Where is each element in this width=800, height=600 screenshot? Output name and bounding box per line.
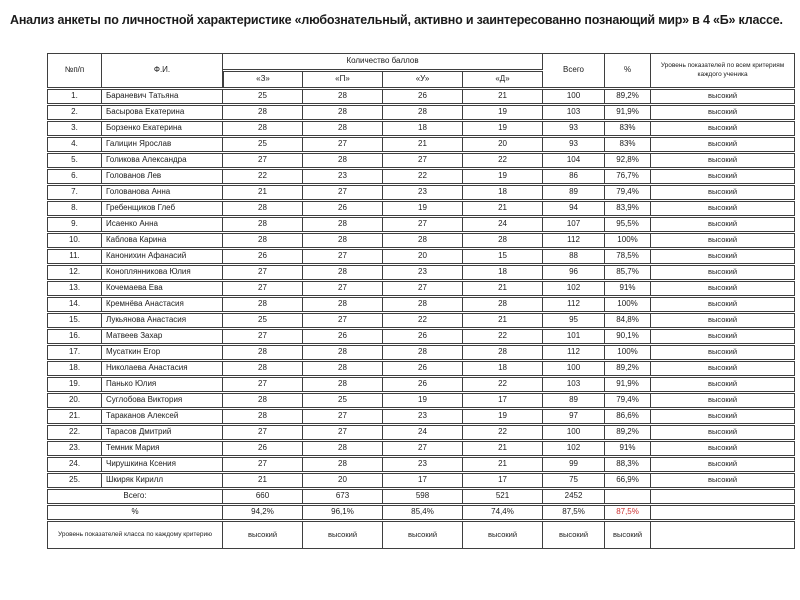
row-percent: 85,7%	[605, 265, 651, 280]
analysis-table	[47, 52, 795, 550]
score-u: 18	[383, 121, 463, 136]
score-p: 27	[303, 137, 383, 152]
score-z: 28	[223, 105, 303, 120]
row-level: высокий	[651, 441, 795, 456]
score-z: 28	[223, 345, 303, 360]
percent-d: 74,4%	[463, 505, 543, 520]
student-name: Канонихин Афанасий	[102, 249, 223, 264]
score-d: 18	[463, 361, 543, 376]
score-p: 20	[303, 473, 383, 488]
row-number: 16.	[47, 329, 102, 344]
table-row	[47, 393, 795, 408]
row-number: 18.	[47, 361, 102, 376]
score-p: 28	[303, 377, 383, 392]
score-u: 27	[383, 217, 463, 232]
grand-total: 2452	[543, 489, 605, 504]
score-d: 24	[463, 217, 543, 232]
score-z: 27	[223, 281, 303, 296]
row-total: 103	[543, 377, 605, 392]
row-percent: 91,9%	[605, 377, 651, 392]
row-percent: 100%	[605, 297, 651, 312]
row-number: 2.	[47, 105, 102, 120]
row-number: 6.	[47, 169, 102, 184]
score-d: 22	[463, 153, 543, 168]
score-p: 28	[303, 233, 383, 248]
header-score-p: «П»	[303, 71, 383, 88]
student-name: Исаенко Анна	[102, 217, 223, 232]
header-level: Уровень показателей по всем критериям каждого ученика	[651, 53, 795, 88]
row-percent: 89,2%	[605, 361, 651, 376]
row-total: 112	[543, 345, 605, 360]
student-name: Борзенко Екатерина	[102, 121, 223, 136]
score-u: 24	[383, 425, 463, 440]
table-row	[47, 137, 795, 152]
header-percent: %	[605, 53, 651, 88]
score-u: 21	[383, 137, 463, 152]
row-percent: 91%	[605, 281, 651, 296]
row-level: высокий	[651, 89, 795, 104]
table-row	[47, 361, 795, 376]
row-level: высокий	[651, 217, 795, 232]
totals-level-empty	[651, 489, 795, 504]
row-percent: 91,9%	[605, 105, 651, 120]
row-number: 12.	[47, 265, 102, 280]
row-level: высокий	[651, 409, 795, 424]
student-name: Кремнёва Анастасия	[102, 297, 223, 312]
row-number: 7.	[47, 185, 102, 200]
row-percent: 79,4%	[605, 393, 651, 408]
score-d: 22	[463, 425, 543, 440]
score-d: 15	[463, 249, 543, 264]
row-percent: 89,2%	[605, 425, 651, 440]
score-p: 28	[303, 297, 383, 312]
score-z: 28	[223, 393, 303, 408]
class-level-label: Уровень показателей класса по каждому критерию	[47, 521, 223, 549]
row-total: 112	[543, 297, 605, 312]
score-p: 27	[303, 281, 383, 296]
score-u: 26	[383, 329, 463, 344]
score-z: 22	[223, 169, 303, 184]
row-number: 4.	[47, 137, 102, 152]
row-number: 15.	[47, 313, 102, 328]
row-number: 23.	[47, 441, 102, 456]
row-percent: 83%	[605, 121, 651, 136]
row-total: 96	[543, 265, 605, 280]
row-number: 1.	[47, 89, 102, 104]
score-z: 28	[223, 233, 303, 248]
score-z: 27	[223, 265, 303, 280]
total-u: 598	[383, 489, 463, 504]
table-row	[47, 425, 795, 440]
score-p: 26	[303, 201, 383, 216]
row-total: 101	[543, 329, 605, 344]
table-row	[47, 297, 795, 312]
class-level-z: высокий	[223, 521, 303, 549]
row-number: 19.	[47, 377, 102, 392]
row-level: высокий	[651, 265, 795, 280]
row-number: 13.	[47, 281, 102, 296]
score-z: 21	[223, 473, 303, 488]
student-name: Лукьянова Анастасия	[102, 313, 223, 328]
row-percent: 86,6%	[605, 409, 651, 424]
score-d: 19	[463, 169, 543, 184]
row-percent: 90,1%	[605, 329, 651, 344]
row-number: 22.	[47, 425, 102, 440]
student-name: Тарасов Дмитрий	[102, 425, 223, 440]
score-u: 19	[383, 201, 463, 216]
score-p: 23	[303, 169, 383, 184]
header-score-z: «З»	[223, 71, 303, 88]
student-name: Шкиряк Кирилл	[102, 473, 223, 488]
class-level-total: высокий	[543, 521, 605, 549]
score-z: 27	[223, 377, 303, 392]
table-header	[47, 53, 795, 88]
row-percent: 92,8%	[605, 153, 651, 168]
row-level: высокий	[651, 425, 795, 440]
total-z: 660	[223, 489, 303, 504]
table-row	[47, 89, 795, 104]
score-d: 21	[463, 201, 543, 216]
row-level: высокий	[651, 297, 795, 312]
class-level-row	[47, 521, 795, 549]
row-total: 88	[543, 249, 605, 264]
table-row	[47, 249, 795, 264]
score-p: 27	[303, 185, 383, 200]
header-total: Всего	[543, 53, 605, 88]
score-u: 26	[383, 377, 463, 392]
student-name: Каблова Карина	[102, 233, 223, 248]
percent-p: 96,1%	[303, 505, 383, 520]
student-name: Коноплянникова Юлия	[102, 265, 223, 280]
score-z: 28	[223, 121, 303, 136]
row-number: 20.	[47, 393, 102, 408]
row-percent: 89,2%	[605, 89, 651, 104]
score-d: 28	[463, 345, 543, 360]
row-total: 75	[543, 473, 605, 488]
student-name: Гребенщиков Глеб	[102, 201, 223, 216]
table-row	[47, 409, 795, 424]
row-level: высокий	[651, 377, 795, 392]
class-level-d: высокий	[463, 521, 543, 549]
row-percent: 95,5%	[605, 217, 651, 232]
table-row	[47, 457, 795, 472]
score-z: 26	[223, 441, 303, 456]
row-number: 21.	[47, 409, 102, 424]
score-u: 28	[383, 105, 463, 120]
row-level: высокий	[651, 313, 795, 328]
score-z: 25	[223, 89, 303, 104]
percent-level-empty	[651, 505, 795, 520]
table-row	[47, 313, 795, 328]
score-d: 17	[463, 473, 543, 488]
score-u: 23	[383, 185, 463, 200]
score-d: 19	[463, 105, 543, 120]
score-d: 18	[463, 265, 543, 280]
score-d: 28	[463, 233, 543, 248]
table-row	[47, 441, 795, 456]
score-p: 28	[303, 153, 383, 168]
student-name: Бараневич Татьяна	[102, 89, 223, 104]
row-level: высокий	[651, 201, 795, 216]
total-p: 673	[303, 489, 383, 504]
row-level: высокий	[651, 121, 795, 136]
score-u: 27	[383, 153, 463, 168]
row-total: 104	[543, 153, 605, 168]
score-u: 22	[383, 313, 463, 328]
row-number: 10.	[47, 233, 102, 248]
score-z: 28	[223, 201, 303, 216]
score-d: 19	[463, 409, 543, 424]
row-level: высокий	[651, 329, 795, 344]
row-percent: 100%	[605, 345, 651, 360]
row-number: 3.	[47, 121, 102, 136]
row-level: высокий	[651, 169, 795, 184]
score-u: 26	[383, 89, 463, 104]
header-scores-group: Количество баллов	[223, 53, 543, 70]
row-number: 24.	[47, 457, 102, 472]
score-z: 27	[223, 457, 303, 472]
percent-row	[47, 505, 795, 520]
percent-label: %	[47, 505, 223, 520]
score-u: 20	[383, 249, 463, 264]
score-p: 25	[303, 393, 383, 408]
score-u: 23	[383, 409, 463, 424]
score-d: 17	[463, 393, 543, 408]
score-z: 28	[223, 217, 303, 232]
row-total: 102	[543, 281, 605, 296]
score-u: 28	[383, 345, 463, 360]
row-percent: 66,9%	[605, 473, 651, 488]
student-name: Суглобова Виктория	[102, 393, 223, 408]
row-total: 94	[543, 201, 605, 216]
row-level: высокий	[651, 249, 795, 264]
row-percent: 91%	[605, 441, 651, 456]
header-score-d: «Д»	[463, 71, 543, 88]
row-total: 93	[543, 121, 605, 136]
student-name: Николаева Анастасия	[102, 361, 223, 376]
student-name: Панько Юлия	[102, 377, 223, 392]
row-total: 100	[543, 361, 605, 376]
table-row	[47, 377, 795, 392]
row-level: высокий	[651, 281, 795, 296]
score-p: 28	[303, 457, 383, 472]
table-row	[47, 217, 795, 232]
percent-overall-red: 87,5%	[605, 505, 651, 520]
table-row	[47, 281, 795, 296]
row-percent: 83,9%	[605, 201, 651, 216]
row-number: 17.	[47, 345, 102, 360]
page-title: Анализ анкеты по личностной характеристике «любознательный, активно и заинтересованно познающий мир» в 4 «Б» классе.	[10, 13, 783, 27]
student-rows	[47, 89, 795, 488]
row-percent: 100%	[605, 233, 651, 248]
row-number: 5.	[47, 153, 102, 168]
student-name: Мусаткин Егор	[102, 345, 223, 360]
score-u: 27	[383, 441, 463, 456]
row-total: 103	[543, 105, 605, 120]
score-p: 28	[303, 361, 383, 376]
row-percent: 83%	[605, 137, 651, 152]
table-row	[47, 121, 795, 136]
score-z: 27	[223, 329, 303, 344]
row-percent: 78,5%	[605, 249, 651, 264]
score-d: 21	[463, 281, 543, 296]
student-name: Кочемаева Ева	[102, 281, 223, 296]
score-u: 22	[383, 169, 463, 184]
row-total: 93	[543, 137, 605, 152]
score-u: 26	[383, 361, 463, 376]
score-z: 28	[223, 409, 303, 424]
row-total: 102	[543, 441, 605, 456]
totals-row	[47, 489, 795, 504]
score-d: 22	[463, 329, 543, 344]
score-u: 17	[383, 473, 463, 488]
score-d: 19	[463, 121, 543, 136]
score-p: 28	[303, 217, 383, 232]
score-d: 21	[463, 457, 543, 472]
class-level-percent: высокий	[605, 521, 651, 549]
score-d: 20	[463, 137, 543, 152]
table-row	[47, 265, 795, 280]
score-p: 27	[303, 313, 383, 328]
score-d: 22	[463, 377, 543, 392]
table-row	[47, 105, 795, 120]
score-d: 21	[463, 89, 543, 104]
row-total: 100	[543, 89, 605, 104]
table-row	[47, 329, 795, 344]
table-row	[47, 233, 795, 248]
row-level: высокий	[651, 137, 795, 152]
student-name: Голованов Лев	[102, 169, 223, 184]
score-p: 28	[303, 265, 383, 280]
score-p: 28	[303, 105, 383, 120]
row-percent: 84,8%	[605, 313, 651, 328]
score-z: 26	[223, 249, 303, 264]
student-name: Матвеев Захар	[102, 329, 223, 344]
score-z: 25	[223, 137, 303, 152]
student-name: Басырова Екатерина	[102, 105, 223, 120]
student-name: Тараканов Алексей	[102, 409, 223, 424]
row-total: 112	[543, 233, 605, 248]
score-d: 28	[463, 297, 543, 312]
row-level: высокий	[651, 361, 795, 376]
score-z: 28	[223, 297, 303, 312]
score-d: 18	[463, 185, 543, 200]
row-total: 97	[543, 409, 605, 424]
score-p: 26	[303, 329, 383, 344]
score-p: 27	[303, 425, 383, 440]
score-u: 28	[383, 233, 463, 248]
score-z: 28	[223, 361, 303, 376]
student-name: Галицин Ярослав	[102, 137, 223, 152]
percent-z: 94,2%	[223, 505, 303, 520]
total-d: 521	[463, 489, 543, 504]
row-level: высокий	[651, 153, 795, 168]
row-total: 95	[543, 313, 605, 328]
table-row	[47, 201, 795, 216]
row-total: 100	[543, 425, 605, 440]
class-level-u: высокий	[383, 521, 463, 549]
row-level: высокий	[651, 457, 795, 472]
table-row	[47, 153, 795, 168]
row-number: 9.	[47, 217, 102, 232]
row-percent: 79,4%	[605, 185, 651, 200]
score-d: 21	[463, 313, 543, 328]
class-level-p: высокий	[303, 521, 383, 549]
table-footer	[47, 489, 795, 549]
score-p: 28	[303, 345, 383, 360]
table-row	[47, 169, 795, 184]
row-percent: 88,3%	[605, 457, 651, 472]
score-z: 25	[223, 313, 303, 328]
row-total: 89	[543, 393, 605, 408]
table-row	[47, 185, 795, 200]
row-level: высокий	[651, 185, 795, 200]
row-level: высокий	[651, 393, 795, 408]
score-z: 27	[223, 425, 303, 440]
row-number: 11.	[47, 249, 102, 264]
row-percent: 76,7%	[605, 169, 651, 184]
header-name: Ф.И.	[102, 53, 223, 88]
class-level-empty	[651, 521, 795, 549]
totals-label: Всего:	[47, 489, 223, 504]
row-level: высокий	[651, 345, 795, 360]
score-p: 28	[303, 89, 383, 104]
percent-u: 85,4%	[383, 505, 463, 520]
row-number: 14.	[47, 297, 102, 312]
score-u: 23	[383, 265, 463, 280]
student-name: Голикова Александра	[102, 153, 223, 168]
row-level: высокий	[651, 105, 795, 120]
score-u: 23	[383, 457, 463, 472]
score-z: 21	[223, 185, 303, 200]
score-u: 19	[383, 393, 463, 408]
student-name: Темник Мария	[102, 441, 223, 456]
row-total: 89	[543, 185, 605, 200]
row-total: 99	[543, 457, 605, 472]
row-total: 107	[543, 217, 605, 232]
row-number: 8.	[47, 201, 102, 216]
score-z: 27	[223, 153, 303, 168]
row-total: 86	[543, 169, 605, 184]
percent-total: 87,5%	[543, 505, 605, 520]
row-level: высокий	[651, 233, 795, 248]
score-p: 28	[303, 121, 383, 136]
row-number: 25.	[47, 473, 102, 488]
student-name: Голованова Анна	[102, 185, 223, 200]
score-u: 27	[383, 281, 463, 296]
table-row	[47, 473, 795, 488]
totals-percent-empty	[605, 489, 651, 504]
table-row	[47, 345, 795, 360]
score-d: 21	[463, 441, 543, 456]
score-p: 27	[303, 249, 383, 264]
row-level: высокий	[651, 473, 795, 488]
score-u: 28	[383, 297, 463, 312]
header-num: №п/п	[47, 53, 102, 88]
score-p: 28	[303, 441, 383, 456]
student-name: Чирушкина Ксения	[102, 457, 223, 472]
score-p: 27	[303, 409, 383, 424]
header-score-u: «У»	[383, 71, 463, 88]
